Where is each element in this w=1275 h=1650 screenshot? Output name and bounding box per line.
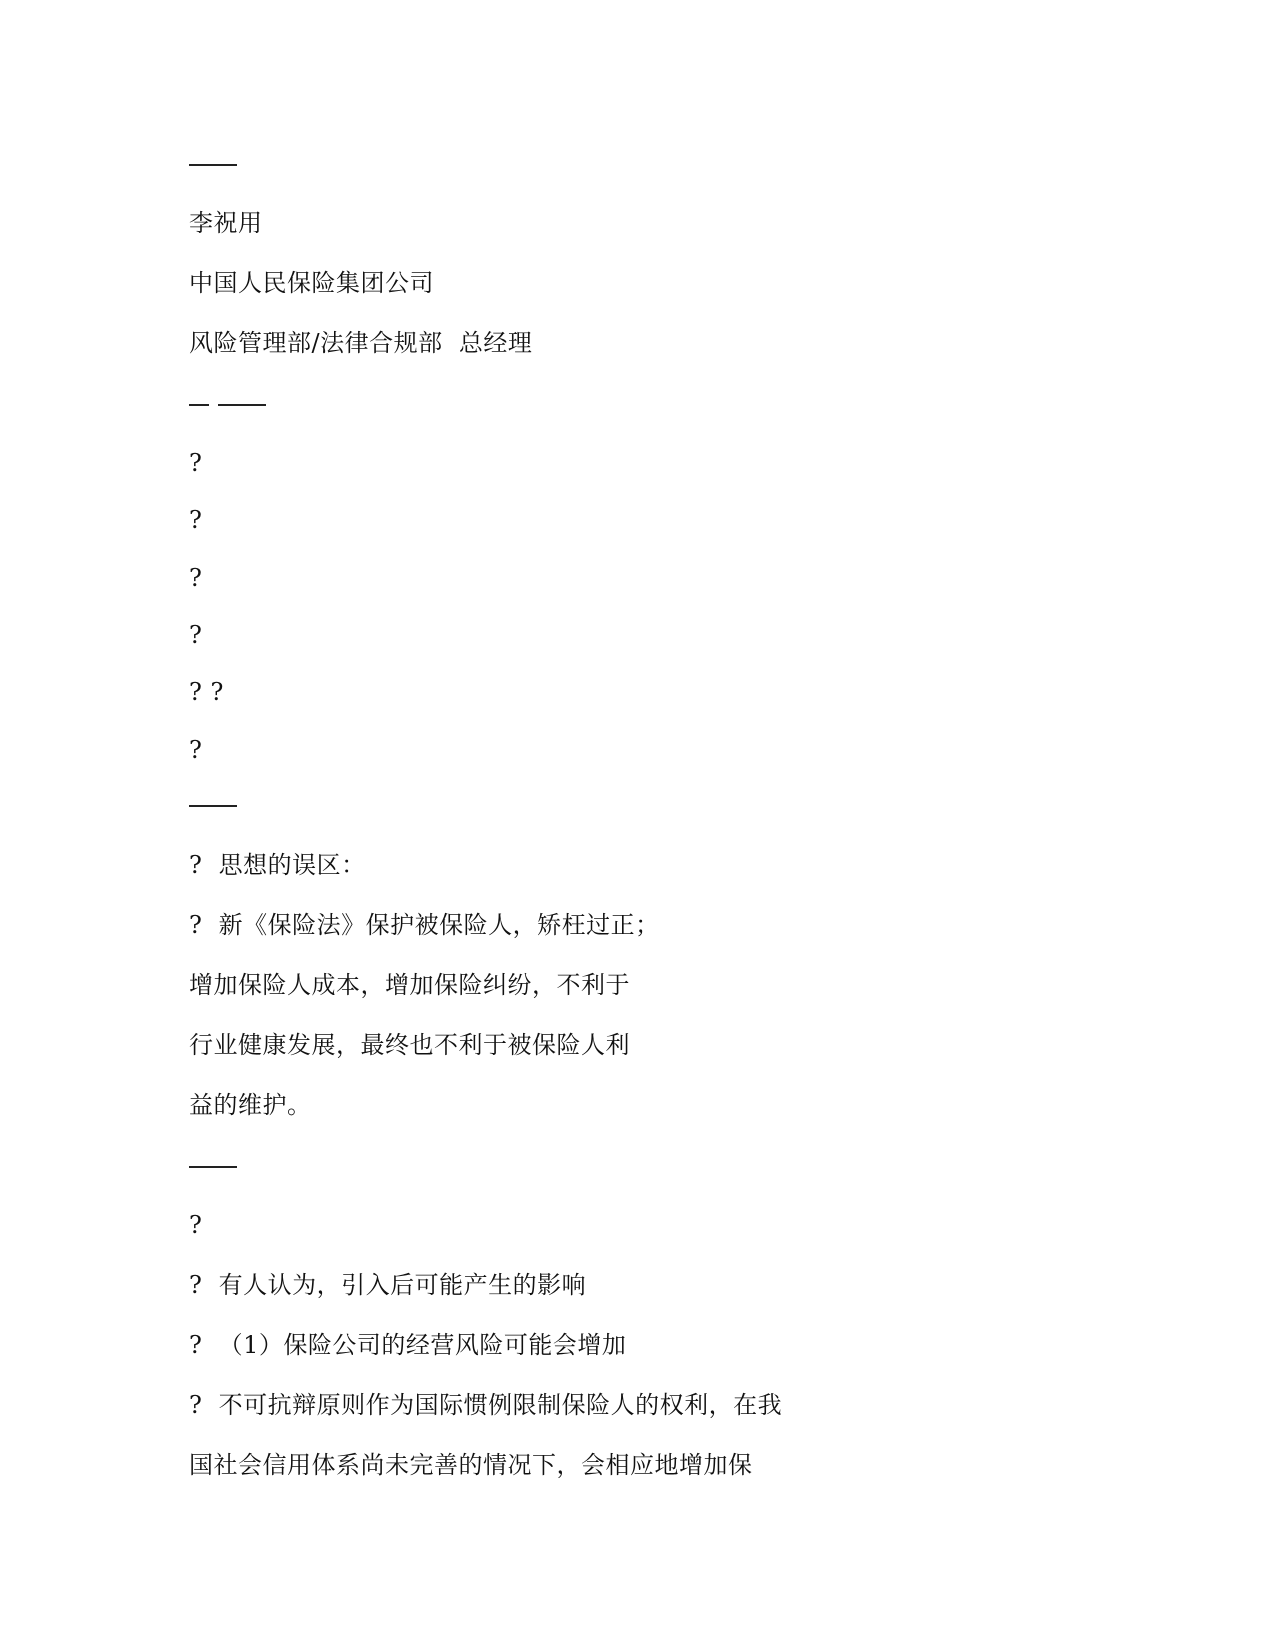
paragraph-line: 益的维护。	[189, 1091, 312, 1119]
author-position: 风险管理部/法律合规部 总经理	[189, 329, 533, 357]
separator-rule	[189, 164, 237, 166]
bullet-text: ? （1）保险公司的经营风险可能会增加	[189, 1331, 627, 1359]
separator-rule	[189, 805, 237, 807]
paragraph-line: 国社会信用体系尚未完善的情况下，会相应地增加保	[189, 1451, 753, 1479]
question-marker: ?	[189, 449, 203, 477]
author-organization: 中国人民保险集团公司	[189, 269, 434, 297]
paragraph-line: 行业健康发展，最终也不利于被保险人利	[189, 1031, 630, 1059]
question-marker: ?	[189, 506, 203, 534]
bullet-text: ? 有人认为，引入后可能产生的影响	[189, 1271, 587, 1299]
question-marker: ?	[189, 564, 203, 592]
separator-rule	[189, 1166, 237, 1168]
separator-rule	[189, 404, 209, 406]
question-marker: ?	[189, 1211, 203, 1239]
question-marker: ?	[189, 621, 203, 649]
bullet-text: ? 新《保险法》保护被保险人，矫枉过正；	[189, 911, 660, 939]
separator-rule	[218, 404, 266, 406]
paragraph-line: 增加保险人成本，增加保险纠纷，不利于	[189, 971, 630, 999]
question-marker: ?	[189, 736, 203, 764]
author-name: 李祝用	[189, 209, 263, 237]
question-marker: ? ?	[189, 678, 224, 706]
bullet-text: ? 不可抗辩原则作为国际惯例限制保险人的权利，在我	[189, 1391, 783, 1419]
section-heading: ? 思想的误区：	[189, 851, 366, 879]
